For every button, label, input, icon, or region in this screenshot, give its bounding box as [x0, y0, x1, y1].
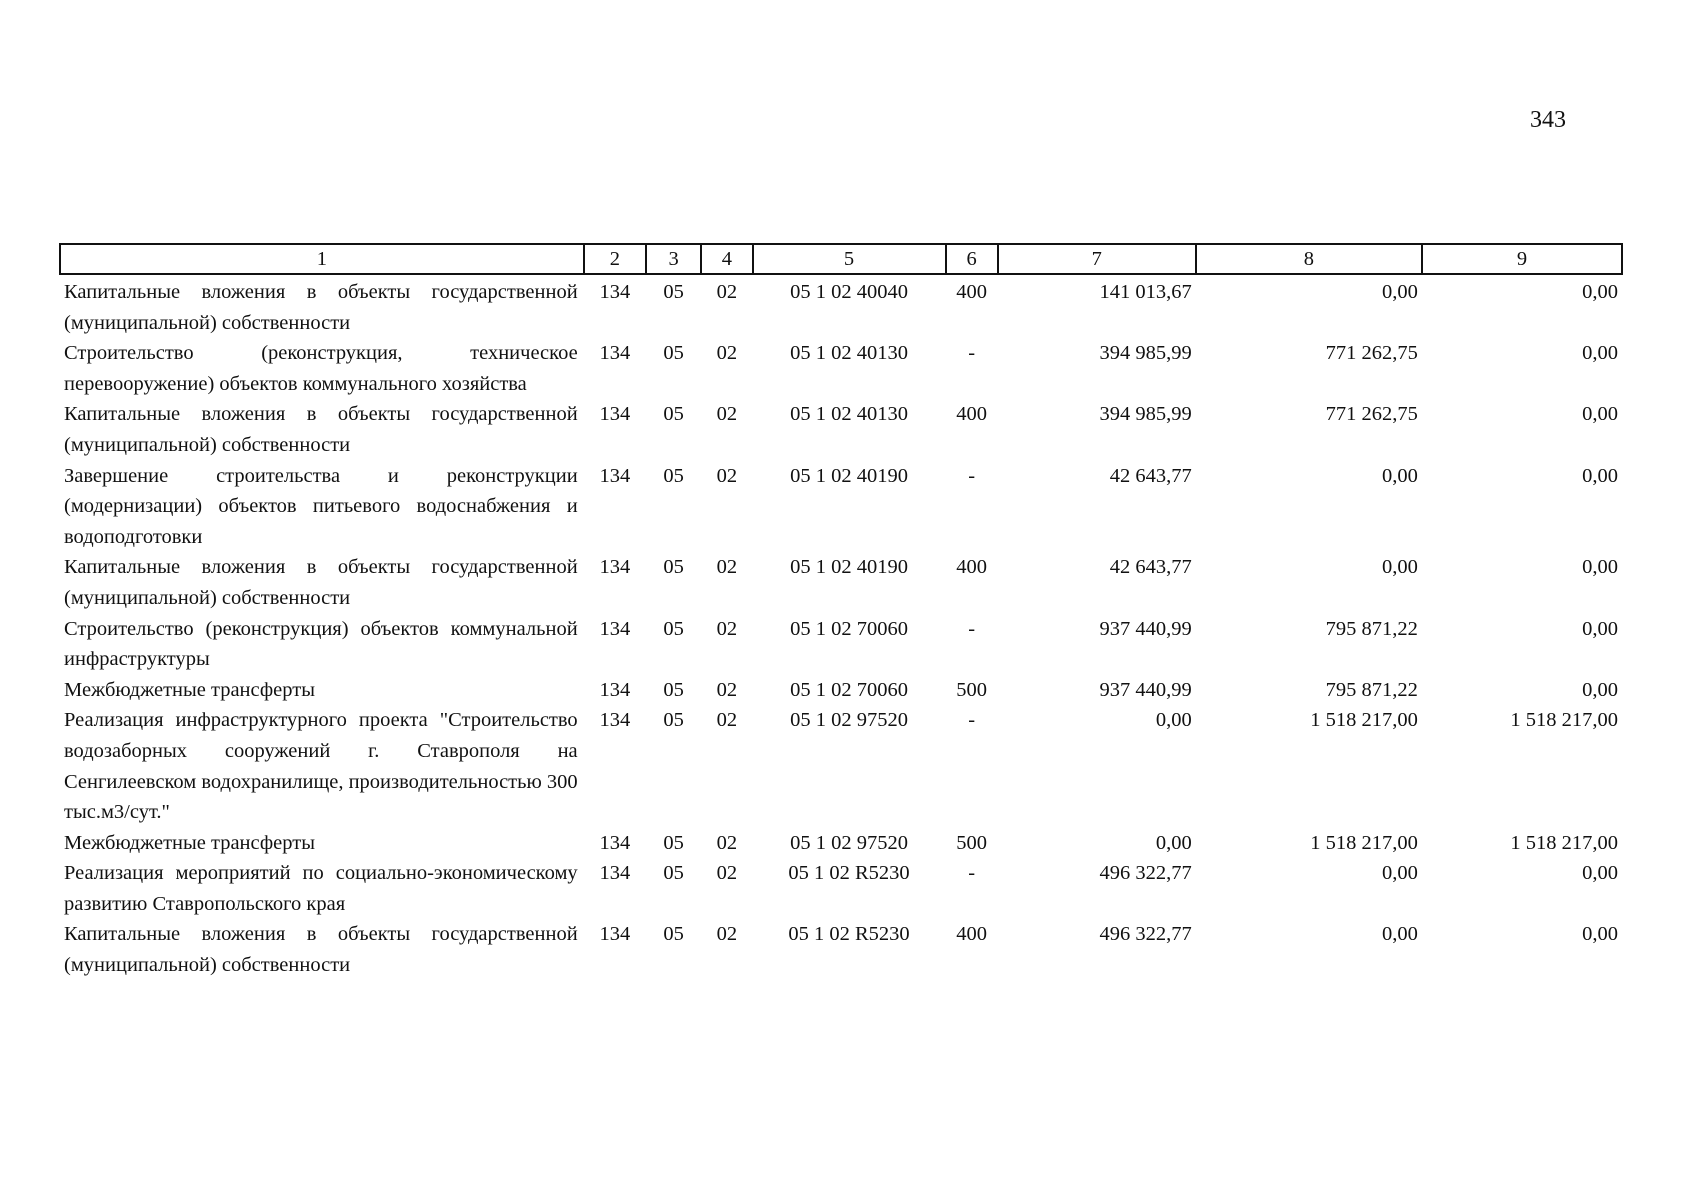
- section-code: 05: [663, 831, 684, 854]
- header-cell: 7: [998, 244, 1196, 274]
- header-cell: 1: [60, 244, 584, 274]
- header-cell: 8: [1196, 244, 1422, 274]
- subsection-code: 02: [716, 464, 738, 487]
- amount-col8: 0,00: [1382, 281, 1418, 303]
- amount-col7: 0,00: [1155, 709, 1192, 732]
- header-row: [60, 244, 1622, 274]
- amount-col7: 937 440,99: [1099, 617, 1192, 640]
- expense-type-code: 500: [956, 678, 987, 701]
- item-name: Капитальные вложения в объекты государственной (муниципальной) собственности: [64, 556, 578, 609]
- section-code: 05: [663, 403, 684, 426]
- amount-col8: 0,00: [1382, 556, 1418, 579]
- item-name: Строительство (реконструкция) объектов коммунальной инфраструктуры: [64, 617, 578, 671]
- target-article-code: 05 1 02 97520: [790, 709, 908, 732]
- subsection-code: 02: [716, 556, 738, 579]
- amount-col7: 0,00: [1155, 831, 1192, 854]
- target-article-code: 05 1 02 40190: [790, 464, 908, 487]
- header-cell: 6: [946, 244, 998, 274]
- expense-type-code: 400: [956, 403, 987, 426]
- section-code: 05: [663, 862, 684, 885]
- table-row: [60, 675, 1622, 706]
- target-article-code: 05 1 02 70060: [790, 617, 908, 640]
- expense-type-code: 400: [956, 923, 987, 946]
- amount-col8: 1 518 217,00: [1310, 709, 1418, 732]
- ministry-code: 134: [599, 862, 631, 885]
- header-cell: 2: [584, 244, 646, 274]
- table-row: [60, 274, 1622, 338]
- amount-col8: 771 262,75: [1325, 342, 1418, 365]
- expense-type-code: -: [968, 617, 976, 640]
- table-row: [60, 705, 1622, 827]
- expense-type-code: -: [968, 464, 976, 487]
- table-row: [60, 858, 1622, 919]
- amount-col7: 394 985,99: [1099, 403, 1192, 426]
- ministry-code: 134: [599, 464, 631, 487]
- amount-col7: 496 322,77: [1099, 923, 1192, 946]
- header-cell: 9: [1422, 244, 1622, 274]
- table-row: [60, 828, 1622, 859]
- section-code: 05: [663, 678, 684, 701]
- amount-col9: 0,00: [1582, 678, 1618, 701]
- target-article-code: 05 1 02 40190: [790, 556, 908, 579]
- subsection-code: 02: [716, 709, 738, 732]
- amount-col8: 771 262,75: [1325, 403, 1418, 426]
- expense-type-code: 400: [956, 556, 987, 579]
- amount-col9: 0,00: [1582, 556, 1618, 579]
- table-row: [60, 552, 1622, 613]
- subsection-code: 02: [716, 342, 738, 365]
- ministry-code: 134: [599, 342, 631, 365]
- subsection-code: 02: [716, 281, 738, 303]
- section-code: 05: [663, 709, 684, 732]
- ministry-code: 134: [599, 923, 631, 946]
- target-article-code: 05 1 02 70060: [790, 678, 908, 701]
- item-name: Строительство (реконструкция, техническое перевооружение) объектов коммунального хозяйства: [64, 342, 578, 395]
- amount-col7: 42 643,77: [1109, 464, 1192, 487]
- target-article-code: 05 1 02 R5230: [788, 862, 910, 885]
- section-code: 05: [663, 923, 684, 946]
- target-article-code: 05 1 02 40040: [790, 281, 908, 303]
- amount-col7: 394 985,99: [1099, 342, 1192, 365]
- header-cell: 4: [701, 244, 752, 274]
- subsection-code: 02: [716, 831, 738, 854]
- ministry-code: 134: [599, 831, 631, 854]
- table-row: [60, 399, 1622, 460]
- amount-col9: 0,00: [1582, 281, 1618, 303]
- amount-col7: 937 440,99: [1099, 678, 1192, 701]
- subsection-code: 02: [716, 923, 738, 946]
- amount-col9: 0,00: [1582, 403, 1618, 426]
- item-name: Капитальные вложения в объекты государственной (муниципальной) собственности: [64, 923, 578, 977]
- ministry-code: 134: [599, 556, 631, 579]
- amount-col9: 0,00: [1582, 923, 1618, 946]
- item-name: Межбюджетные трансферты: [64, 678, 315, 701]
- subsection-code: 02: [716, 862, 738, 885]
- amount-col8: 0,00: [1382, 923, 1418, 946]
- amount-col8: 0,00: [1382, 464, 1418, 487]
- budget-table: [59, 243, 1623, 981]
- amount-col9: 0,00: [1582, 617, 1618, 640]
- table-row: [60, 614, 1622, 675]
- amount-col8: 795 871,22: [1325, 617, 1418, 640]
- section-code: 05: [663, 281, 684, 303]
- amount-col8: 0,00: [1382, 862, 1418, 885]
- expense-type-code: 500: [956, 831, 987, 854]
- page-number: 343: [1530, 107, 1566, 133]
- expense-type-code: -: [968, 862, 976, 885]
- amount-col8: 1 518 217,00: [1310, 831, 1418, 854]
- target-article-code: 05 1 02 40130: [790, 403, 908, 426]
- amount-col9: 0,00: [1582, 342, 1618, 365]
- item-name: Реализация мероприятий по социально-экономическому развитию Ставропольского края: [64, 862, 578, 915]
- amount-col7: 42 643,77: [1109, 556, 1192, 579]
- table-row: [60, 919, 1622, 980]
- section-code: 05: [663, 342, 684, 365]
- subsection-code: 02: [716, 678, 738, 701]
- ministry-code: 134: [599, 281, 631, 303]
- table-row: [60, 338, 1622, 399]
- item-name: Капитальные вложения в объекты государственной (муниципальной) собственности: [64, 403, 578, 456]
- amount-col7: 141 013,67: [1099, 281, 1192, 303]
- table-row: [60, 461, 1622, 553]
- expense-type-code: -: [968, 709, 976, 732]
- header-cell: 5: [753, 244, 946, 274]
- expense-type-code: 400: [956, 281, 987, 303]
- item-name: Завершение строительства и реконструкции (модернизации) объектов питьевого водоснабжения и водоподготовки: [64, 464, 578, 548]
- ministry-code: 134: [599, 678, 631, 701]
- amount-col9: 0,00: [1582, 862, 1618, 885]
- item-name: Капитальные вложения в объекты государственной (муниципальной) собственности: [64, 281, 578, 334]
- ministry-code: 134: [599, 709, 631, 732]
- section-code: 05: [663, 617, 684, 640]
- header-cell: 3: [646, 244, 701, 274]
- subsection-code: 02: [716, 617, 738, 640]
- item-name: Реализация инфраструктурного проекта "Строительство водозаборных сооружений г. Ставрополя на Сенгилеевском водохранилище, производительностью 300 тыс.м3/сут.": [64, 709, 578, 824]
- target-article-code: 05 1 02 R5230: [788, 923, 910, 946]
- amount-col9: 0,00: [1582, 464, 1618, 487]
- amount-col8: 795 871,22: [1325, 678, 1418, 701]
- target-article-code: 05 1 02 97520: [790, 831, 908, 854]
- target-article-code: 05 1 02 40130: [790, 342, 908, 365]
- amount-col7: 496 322,77: [1099, 862, 1192, 885]
- ministry-code: 134: [599, 403, 631, 426]
- section-code: 05: [663, 556, 684, 579]
- section-code: 05: [663, 464, 684, 487]
- amount-col9: 1 518 217,00: [1510, 831, 1618, 854]
- ministry-code: 134: [599, 617, 631, 640]
- item-name: Межбюджетные трансферты: [64, 831, 315, 854]
- expense-type-code: -: [968, 342, 976, 365]
- subsection-code: 02: [716, 403, 738, 426]
- amount-col9: 1 518 217,00: [1510, 709, 1618, 732]
